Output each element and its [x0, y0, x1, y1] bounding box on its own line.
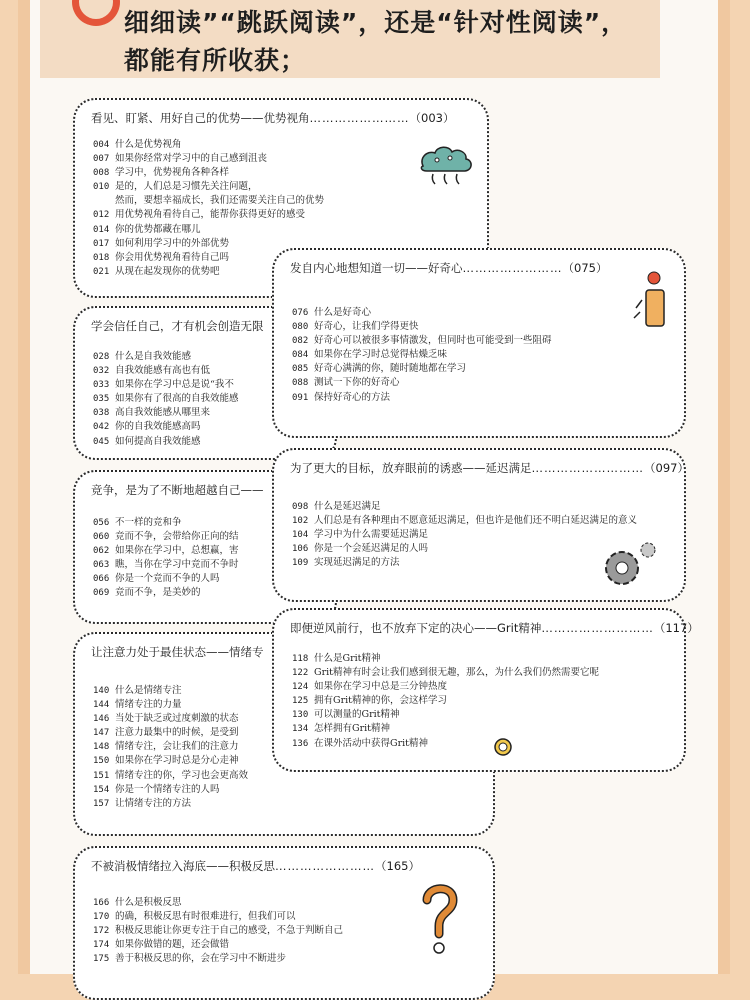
- toc-entry-page: 085: [292, 364, 309, 375]
- toc-entry-page: 102: [292, 516, 309, 527]
- toc-entry: [93, 684, 248, 698]
- toc-entry: [93, 208, 324, 222]
- section-items: [93, 516, 239, 601]
- toc-entry-page: 125: [292, 696, 309, 707]
- section-items: [292, 306, 552, 405]
- toc-entry-text: 什么是延迟满足: [314, 501, 381, 512]
- toc-entry-text: 当处于缺乏或过度刺激的状态: [115, 713, 239, 725]
- section-items: [93, 350, 239, 449]
- toc-entry: [292, 737, 599, 751]
- section-items: [93, 896, 343, 966]
- section-title: 为了更大的目标，放弃眼前的诱惑——延迟满足: [290, 461, 532, 475]
- toc-entry-page: 140: [93, 686, 110, 696]
- toc-entry-page: 175: [93, 954, 110, 965]
- toc-entry: [93, 194, 324, 208]
- toc-entry-text: 自我效能感有高也有低: [115, 365, 211, 377]
- toc-entry-text: 如果你在学习时总是分心走神: [115, 755, 239, 767]
- toc-entry-text: 如果你在学习中总是三分钟热度: [314, 681, 448, 693]
- toc-entry-text: 竞而不争，是美妙的: [115, 587, 201, 599]
- header-text: [124, 4, 664, 80]
- coin-icon: [492, 736, 514, 758]
- toc-entry: [292, 708, 599, 722]
- toc-entry-text: 如果你在学习中，总想赢，害: [115, 545, 239, 557]
- toc-entry-page: 098: [292, 502, 309, 512]
- section-page: （117）: [653, 621, 699, 635]
- toc-entry: [93, 530, 239, 544]
- toc-entry-text: 从现在起发现你的优势吧: [115, 265, 220, 277]
- section-page: （003）: [409, 111, 455, 125]
- toc-entry-page: 033: [93, 380, 110, 391]
- toc-entry-page: 109: [292, 558, 309, 569]
- toc-entry-text: 情绪专注，会让我们的注意力: [115, 741, 239, 753]
- toc-entry: [93, 516, 239, 530]
- toc-entry-text: 你是一个竞而不争的人吗: [115, 573, 220, 585]
- toc-entry-text: 保持好奇心的方法: [314, 391, 391, 403]
- toc-entry-text: 如果你做错的题，还会做错: [115, 939, 230, 951]
- toc-entry: [292, 334, 552, 348]
- section-title: 发自内心地想知道一切——好奇心: [290, 261, 463, 275]
- toc-entry: [93, 166, 324, 180]
- toc-entry: [93, 896, 343, 910]
- toc-entry-text: 什么是优势视角: [115, 139, 182, 150]
- section-items: [93, 684, 248, 811]
- toc-entry-page: 122: [292, 668, 309, 679]
- toc-entry: [93, 350, 239, 364]
- toc-entry: [93, 783, 248, 797]
- toc-entry: [292, 556, 637, 570]
- toc-entry-page: 035: [93, 394, 110, 405]
- toc-entry-page: 007: [93, 154, 110, 165]
- toc-entry-text: 什么是情绪专注: [115, 685, 182, 696]
- toc-entry: [93, 712, 248, 726]
- toc-card-grit: 即便逆风前行，也不放弃下定的决心——Grit精神………………………（117） 118 什么是Grit精神 122 Grit精神有时会让我们感到很无趣，那么，为什么我们仍然需要它呢 124 如果你在学习中总是三分钟热度 125 拥有Grit精神的你，会这样学习 130 可以测量的Grit精神 134 怎样拥有Grit精神 136 在课外活动中获得Grit精神: [272, 608, 686, 772]
- toc-entry: [292, 376, 552, 390]
- section-page: （097）: [644, 461, 689, 475]
- toc-entry: [93, 364, 239, 378]
- toc-entry-text: 然而，要想幸福成长，我们还需要关注自己的优势: [115, 195, 325, 207]
- toc-entry: [292, 666, 599, 680]
- toc-entry-text: 实现延迟满足的方法: [314, 557, 400, 569]
- toc-entry: [93, 378, 239, 392]
- section-title: 学会信任自己，才有机会创造无限: [91, 319, 264, 333]
- toc-entry-page: 063: [93, 560, 110, 571]
- section-title: 不被消极情绪拉入海底——积极反思: [91, 859, 275, 873]
- toc-entry-page: 130: [292, 710, 309, 721]
- toc-entry-text: 什么是好奇心: [314, 307, 372, 318]
- toc-entry: [93, 910, 343, 924]
- toc-entry-text: 如何提高自我效能感: [115, 435, 201, 447]
- cloud-rain-icon: [417, 144, 475, 188]
- toc-entry: [93, 726, 248, 740]
- toc-entry-page: 084: [292, 350, 309, 361]
- toc-entry: [292, 652, 599, 666]
- toc-entry-text: 你的自我效能感高吗: [115, 421, 201, 433]
- toc-entry-text: 高自我效能感从哪里来: [115, 407, 211, 419]
- toc-entry: [93, 223, 324, 237]
- toc-entry-text: 你是一个会延迟满足的人吗: [314, 543, 429, 555]
- toc-entry-page: 146: [93, 714, 110, 725]
- section-title: 即便逆风前行，也不放弃下定的决心——Grit精神: [290, 621, 542, 635]
- toc-entry-page: 148: [93, 742, 110, 753]
- toc-entry-page: 060: [93, 532, 110, 543]
- toc-entry: [93, 392, 239, 406]
- header-line-2: 都能有所收获；: [124, 46, 307, 75]
- toc-entry-page: 172: [93, 926, 110, 937]
- toc-entry: [93, 769, 248, 783]
- toc-entry: [292, 306, 552, 320]
- toc-entry-text: 好奇心满满的你，随时随地都在学习: [314, 363, 467, 375]
- toc-entry-page: 088: [292, 378, 309, 389]
- toc-entry-page: 056: [93, 518, 110, 528]
- toc-entry-page: 014: [93, 224, 110, 235]
- toc-entry-text: 善于积极反思的你，会在学习中不断进步: [115, 953, 287, 965]
- toc-entry-text: 如果你有了很高的自我效能感: [115, 393, 239, 405]
- toc-entry-page: 106: [292, 544, 309, 555]
- toc-entry: [93, 797, 248, 811]
- toc-entry: [93, 698, 248, 712]
- toc-entry-text: 不一样的竞和争: [115, 517, 182, 528]
- toc-entry-page: 045: [93, 436, 110, 447]
- toc-entry-text: 注意力最集中的时候，是受到: [115, 727, 239, 739]
- toc-entry-text: 可以测量的Grit精神: [314, 709, 400, 721]
- toc-entry-page: 151: [93, 770, 110, 781]
- toc-entry-text: 用优势视角看待自己，能帮你获得更好的感受: [115, 209, 306, 221]
- toc-entry-text: 你的优势都藏在哪儿: [115, 223, 201, 235]
- toc-card-strength: 看见、盯紧、用好自己的优势——优势视角……………………（003） 004 什么是优势视角 007 如果你经常对学习中的自己感到沮丧 008 学习中，优势视角各种各样 010 是的，人们总是习惯先关注问题， 然而，要想幸福成长，我们还需要关注自己的优势 012 用优势视角看待自己，能帮你获得更好的感受 014 你的优势都藏在哪儿 017 如何利用学习中的外部优势 018 你会用优势视角看待自己吗 021 从现在起发现你的优势吧: [73, 98, 489, 298]
- toc-entry-text: 竞而不争，会带给你正向的结: [115, 531, 239, 543]
- toc-entry-text: 情绪专注的力量: [115, 699, 182, 711]
- toc-entry-text: 你是一个情绪专注的人吗: [115, 783, 220, 795]
- toc-entry-text: 怎样拥有Grit精神: [314, 723, 390, 735]
- toc-entry-page: 082: [292, 336, 309, 347]
- toc-entry-page: 010: [93, 182, 110, 193]
- section-title: 竞争，是为了不断地超越自己——: [91, 483, 264, 497]
- toc-entry-page: 144: [93, 700, 110, 711]
- toc-entry-text: 在课外活动中获得Grit精神: [314, 737, 428, 749]
- toc-entry-page: 154: [93, 784, 110, 795]
- toc-entry: [292, 348, 552, 362]
- toc-entry-page: 062: [93, 546, 110, 557]
- toc-card-curiosity: 发自内心地想知道一切——好奇心……………………（075） 076 什么是好奇心 080 好奇心，让我们学得更快 082 好奇心可以被很多事情激发，但同时也可能受到一些阻碍 084 如果你在学习时总觉得枯燥乏味 085 好奇心满满的你，随时随地都在学习 088 测试一下你的好奇心 091 保持好奇心的方法: [272, 248, 686, 438]
- toc-entry-page: 150: [93, 756, 110, 767]
- toc-entry-text: 如何利用学习中的外部优势: [115, 237, 230, 249]
- toc-entry-text: 瞧，当你在学习中竞而不争时: [115, 559, 239, 571]
- toc-entry-page: 042: [93, 422, 110, 433]
- right-border-strip: [716, 0, 730, 974]
- toc-entry-page: 157: [93, 798, 110, 809]
- toc-entry: [93, 420, 239, 434]
- toc-entry-text: 是的，人们总是习惯先关注问题，: [115, 181, 258, 193]
- toc-entry-text: 拥有Grit精神的你，会这样学习: [314, 695, 447, 707]
- toc-entry: [292, 362, 552, 376]
- toc-entry-text: 让情绪专注的方法: [115, 797, 192, 809]
- toc-entry-page: 124: [292, 682, 309, 693]
- toc-entry-page: 038: [93, 408, 110, 419]
- toc-entry-page: 012: [93, 210, 110, 221]
- toc-entry: [292, 542, 637, 556]
- toc-entry-page: 018: [93, 252, 110, 263]
- toc-entry-text: 什么是积极反思: [115, 897, 182, 908]
- toc-entry: [93, 406, 239, 420]
- question-mark-icon: [415, 878, 465, 962]
- section-title: 看见、盯紧、用好自己的优势——优势视角: [91, 111, 310, 125]
- toc-entry-text: 情绪专注的你，学习也会更高效: [115, 769, 249, 781]
- toc-entry: [292, 528, 637, 542]
- toc-entry: [93, 572, 239, 586]
- figure-doodle-icon: [628, 268, 672, 334]
- toc-entry: [292, 500, 637, 514]
- toc-entry-text: 什么是Grit精神: [314, 653, 381, 664]
- toc-entry-page: 170: [93, 912, 110, 923]
- toc-entry: [93, 435, 239, 449]
- toc-entry: [292, 722, 599, 736]
- toc-entry-text: 人们总是有各种理由不愿意延迟满足，但也许是他们还不明白延迟满足的意义: [314, 515, 638, 527]
- toc-entry-page: 066: [93, 574, 110, 585]
- toc-entry-text: 学习中，优势视角各种各样: [115, 167, 230, 179]
- toc-entry-text: 如果你在学习时总觉得枯燥乏味: [314, 349, 448, 361]
- toc-entry: [93, 952, 343, 966]
- toc-entry-page: 028: [93, 352, 110, 362]
- toc-entry-page: 032: [93, 366, 110, 377]
- section-title: 让注意力处于最佳状态——情绪专: [91, 645, 264, 659]
- toc-entry-page: 017: [93, 238, 110, 249]
- toc-entry-page: 174: [93, 940, 110, 951]
- header-line-1: 细细读”“跳跃阅读”，还是“针对性阅读”，: [124, 8, 628, 37]
- toc-entry-page: 147: [93, 728, 110, 739]
- section-items: [292, 652, 599, 751]
- toc-card-reflection: 不被消极情绪拉入海底——积极反思……………………（165） 166 什么是积极反思 170 的确，积极反思有时很难进行，但我们可以 172 积极反思能让你更专注于自己的感受，不急于判断自己 174 如果你做错的题，还会做错 175 善于积极反思的你，会在学习中不断进步: [73, 846, 495, 1000]
- toc-entry-page: 104: [292, 530, 309, 541]
- toc-entry: [93, 138, 324, 152]
- toc-entry: [93, 180, 324, 194]
- toc-entry-text: 的确，积极反思有时很难进行，但我们可以: [115, 911, 296, 923]
- toc-entry-text: 好奇心可以被很多事情激发，但同时也可能受到一些阻碍: [314, 335, 552, 347]
- toc-entry-text: 如果你在学习中总是说“我不: [115, 379, 234, 391]
- toc-entry: [93, 586, 239, 600]
- toc-entry-page: 080: [292, 322, 309, 333]
- toc-entry-text: 测试一下你的好奇心: [314, 377, 400, 389]
- toc-entry-text: 什么是自我效能感: [115, 351, 192, 362]
- toc-entry-page: 118: [292, 654, 309, 664]
- toc-entry-text: Grit精神有时会让我们感到很无趣，那么，为什么我们仍然需要它呢: [314, 667, 599, 679]
- toc-entry: [292, 514, 637, 528]
- toc-entry-page: 166: [93, 898, 110, 908]
- toc-entry: [93, 938, 343, 952]
- toc-entry-text: 如果你经常对学习中的自己感到沮丧: [115, 153, 268, 165]
- toc-entry-page: 069: [93, 588, 110, 599]
- toc-card-delay: 为了更大的目标，放弃眼前的诱惑——延迟满足………………………（097） 098 什么是延迟满足 102 人们总是有各种理由不愿意延迟满足，但也许是他们还不明白延迟满足的意义 104 学习中为什么需要延迟满足 106 你是一个会延迟满足的人吗 109 实现延迟满足的方法: [272, 448, 686, 602]
- gear-icon: [598, 538, 662, 590]
- toc-entry-page: 021: [93, 266, 110, 277]
- toc-entry: [93, 544, 239, 558]
- section-page: （165）: [375, 859, 420, 873]
- toc-entry: [292, 320, 552, 334]
- toc-entry: [93, 152, 324, 166]
- section-items: [292, 500, 637, 570]
- toc-entry: [292, 391, 552, 405]
- section-page: （075）: [562, 261, 608, 275]
- toc-entry-page: 004: [93, 140, 110, 150]
- toc-entry-text: 你会用优势视角看待自己吗: [115, 251, 230, 263]
- toc-entry-page: 134: [292, 724, 309, 735]
- toc-entry-page: 076: [292, 308, 309, 318]
- toc-entry: [292, 694, 599, 708]
- toc-entry-text: 好奇心，让我们学得更快: [314, 321, 419, 333]
- toc-entry-page: 008: [93, 168, 110, 179]
- toc-entry-text: 积极反思能让你更专注于自己的感受，不急于判断自己: [115, 925, 344, 937]
- toc-entry: [93, 924, 343, 938]
- toc-entry: [93, 754, 248, 768]
- toc-entry: [93, 558, 239, 572]
- toc-entry-page: 136: [292, 738, 309, 749]
- toc-entry: [93, 740, 248, 754]
- toc-entry: [292, 680, 599, 694]
- toc-entry-text: 学习中为什么需要延迟满足: [314, 529, 429, 541]
- toc-entry-page: 091: [292, 392, 309, 403]
